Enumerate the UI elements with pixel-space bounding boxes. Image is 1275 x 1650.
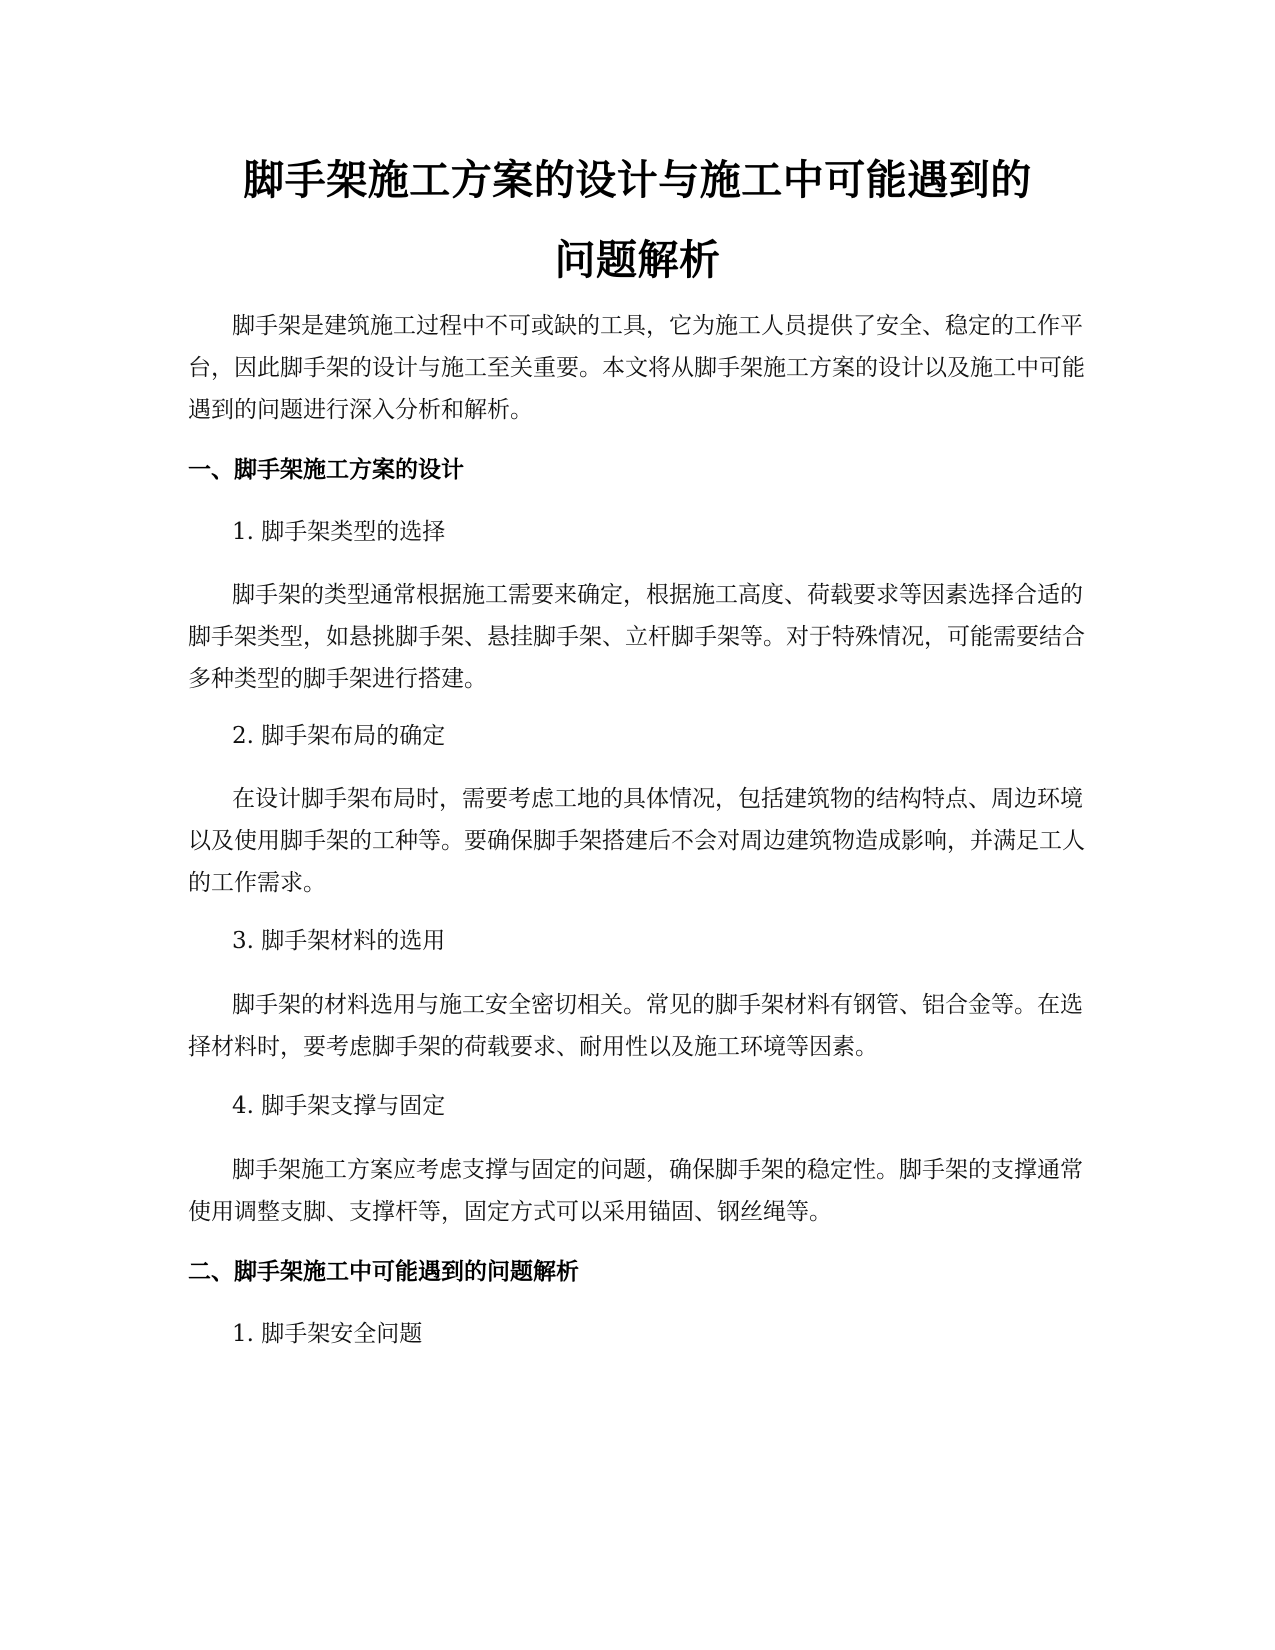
section1-subheading-3: 3. 脚手架材料的选用 (232, 928, 446, 954)
intro-paragraph: 脚手架是建筑施工过程中不可或缺的工具，它为施工人员提供了安全、稳定的工作平台，因此脚手架的设计与施工至关重要。本文将从脚手架施工方案的设计以及施工中可能遇到的问题进行深入分析和解析。 (188, 313, 1085, 423)
section1-paragraph-1: 脚手架的类型通常根据施工需要来确定，根据施工高度、荷载要求等因素选择合适的脚手架类型，如悬挑脚手架、悬挂脚手架、立杆脚手架等。对于特殊情况，可能需要结合多种类型的脚手架进行搭建。 (188, 582, 1085, 692)
section2-heading: 二、脚手架施工中可能遇到的问题解析 (188, 1259, 579, 1285)
section1-paragraph-2: 在设计脚手架布局时，需要考虑工地的具体情况，包括建筑物的结构特点、周边环境以及使用脚手架的工种等。要确保脚手架搭建后不会对周边建筑物造成影响，并满足工人的工作需求。 (188, 786, 1085, 896)
section1-paragraph-4: 脚手架施工方案应考虑支撑与固定的问题，确保脚手架的稳定性。脚手架的支撑通常使用调整支脚、支撑杆等，固定方式可以采用锚固、钢丝绳等。 (188, 1157, 1083, 1225)
section1-paragraph-3: 脚手架的材料选用与施工安全密切相关。常见的脚手架材料有钢管、铝合金等。在选择材料时，要考虑脚手架的荷载要求、耐用性以及施工环境等因素。 (188, 992, 1083, 1060)
section1-subheading-4: 4. 脚手架支撑与固定 (232, 1093, 446, 1119)
section1-subheading-1: 1. 脚手架类型的选择 (232, 519, 446, 545)
section1-heading: 一、脚手架施工方案的设计 (188, 457, 464, 483)
section2-subheading-1: 1. 脚手架安全问题 (232, 1321, 423, 1347)
document-title-line1: 脚手架施工方案的设计与施工中可能遇到的 (243, 156, 1032, 204)
section1-subheading-2: 2. 脚手架布局的确定 (232, 723, 446, 749)
document-title-line2: 问题解析 (554, 236, 721, 284)
